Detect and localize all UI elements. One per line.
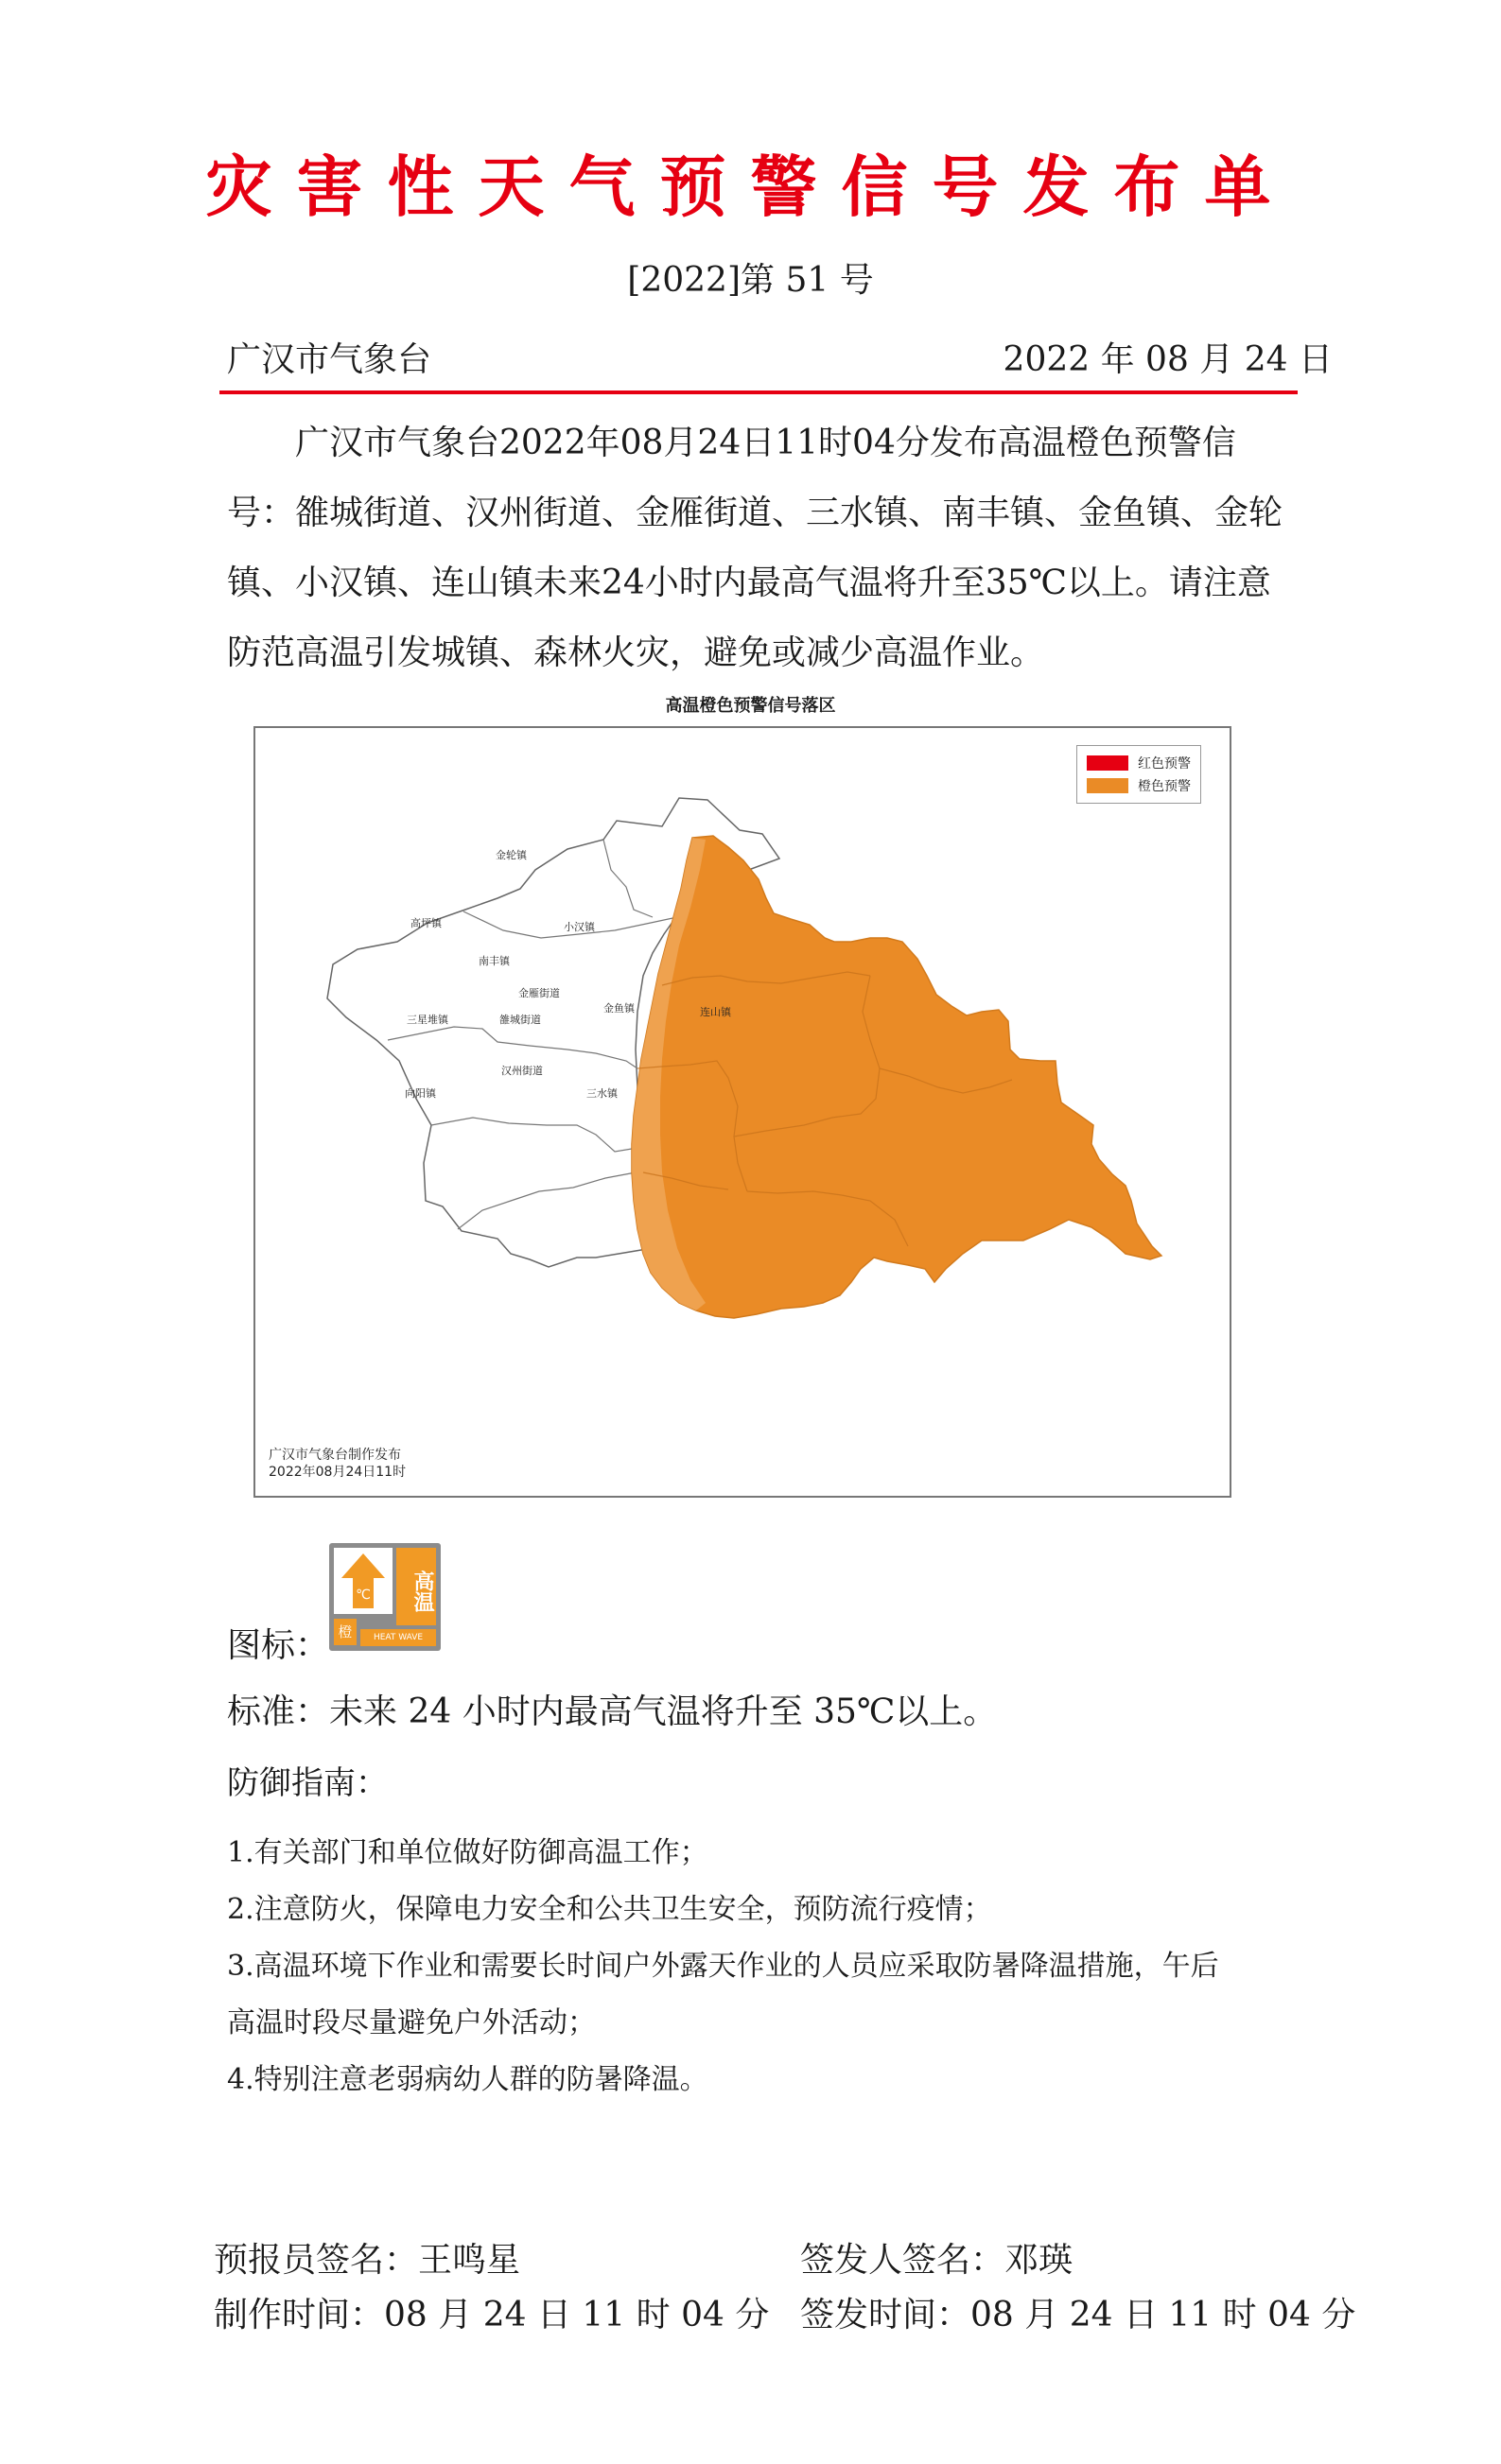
issue-date: 2022 年 08 月 24 日 <box>1003 340 1333 379</box>
guide-item-1: 1.有关部门和单位做好防御高温工作； <box>227 1836 708 1869</box>
up-arrow-icon <box>334 1548 393 1614</box>
map-label-nanfeng: 南丰镇 <box>479 955 510 967</box>
issued-time: 签发时间：08 月 24 日 11 时 04 分 <box>800 2296 1356 2334</box>
legend-red-swatch <box>1087 755 1128 771</box>
heat-wave-orange-icon <box>329 1543 441 1651</box>
warning-map-svg <box>255 728 1230 1496</box>
celsius-symbol: ℃ <box>356 1588 371 1603</box>
map-label-jinyan: 金雁街道 <box>518 987 560 999</box>
map-label-luocheng: 雒城街道 <box>499 1014 541 1026</box>
map-title: 高温橙色预警信号落区 <box>665 696 836 716</box>
forecaster-signature: 预报员签名：王鸣星 <box>214 2241 521 2280</box>
document-title: 灾害性天气预警信号发布单 <box>205 147 1296 226</box>
legend-red <box>1087 752 1191 774</box>
map-label-xiaohan: 小汉镇 <box>564 921 595 933</box>
thermometer-arrow-icon <box>334 1548 393 1614</box>
legend-orange-swatch <box>1087 778 1128 793</box>
map-label-jinlun: 金轮镇 <box>496 849 527 861</box>
map-legend <box>1076 745 1201 804</box>
guide-item-3-cont: 高温时段尽量避免户外活动； <box>227 2006 596 2039</box>
map-label-sanxingdui: 三星堆镇 <box>407 1014 448 1026</box>
guide-item-4: 4.特别注意老弱病幼人群的防暑降温。 <box>227 2063 708 2096</box>
badge-english: HEAT WAVE <box>360 1629 436 1646</box>
legend-orange-label: 橙色预警 <box>1138 779 1191 794</box>
warning-map <box>253 726 1231 1498</box>
map-label-gaoping: 高坪镇 <box>410 917 442 929</box>
guide-item-3: 3.高温环境下作业和需要长时间户外露天作业的人员应采取防暑降温措施，午后 <box>227 1950 1219 1983</box>
map-label-lianshan: 连山镇 <box>700 1006 731 1018</box>
issuer-signature: 签发人签名：邓瑛 <box>800 2241 1073 2280</box>
warning-standard: 标准：未来 24 小时内最高气温将升至 35℃以上。 <box>227 1692 998 1731</box>
made-time: 制作时间：08 月 24 日 11 时 04 分 <box>214 2296 770 2334</box>
map-credit-line2: 2022年08月24日11时 <box>269 1465 407 1480</box>
legend-red-label: 红色预警 <box>1138 756 1191 772</box>
defense-guide-title: 防御指南： <box>227 1764 388 1802</box>
legend-orange <box>1087 774 1191 797</box>
icon-label: 图标： <box>227 1626 330 1665</box>
orange-warning-area <box>632 836 1161 1318</box>
map-credit-line1: 广汉市气象台制作发布 <box>269 1448 401 1463</box>
guide-item-2: 2.注意防火，保障电力安全和公共卫生安全，预防流行疫情； <box>227 1893 992 1926</box>
map-label-hanzhou: 汉州街道 <box>501 1065 543 1077</box>
badge-grade: 橙 <box>334 1619 357 1645</box>
map-credit <box>269 1447 406 1481</box>
badge-heat-text: 高温 <box>396 1548 436 1625</box>
document-number: [2022]第 51 号 <box>627 261 874 300</box>
map-label-jinyu: 金鱼镇 <box>603 1002 635 1015</box>
map-label-xiangyang: 向阳镇 <box>405 1087 436 1100</box>
map-label-sanshui: 三水镇 <box>586 1087 618 1100</box>
issuer-name: 广汉市气象台 <box>227 340 432 379</box>
warning-body-text: 广汉市气象台2022年08月24日11时04分发布高温橙色预警信号：雒城街道、汉州街道、金雁街道、三水镇、南丰镇、金鱼镇、金轮镇、小汉镇、连山镇未来24小时内最高气温将升至35℃以上。请注意防范高温引发城镇、森林火灾，避免或减少高温作业。 <box>227 424 1283 672</box>
red-divider <box>219 390 1298 394</box>
